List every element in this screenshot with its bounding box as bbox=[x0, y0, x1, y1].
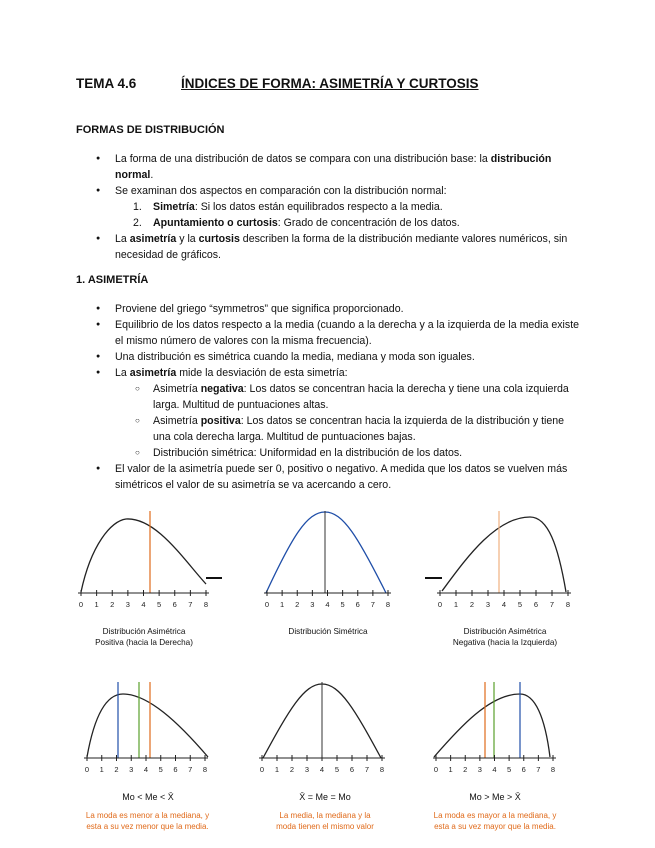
tick-label: 4 bbox=[501, 600, 507, 609]
caption-symmetric: Distribución Simétrica bbox=[288, 627, 368, 636]
formas-list bbox=[76, 151, 581, 263]
tick-label: 2 bbox=[295, 600, 300, 609]
distribution-curve bbox=[81, 519, 206, 592]
tick-label: 4 bbox=[319, 765, 325, 774]
asimetria-list bbox=[76, 301, 581, 493]
formula-symmetric: X̄ = Me = Mo bbox=[299, 792, 351, 802]
tick-label: 0 bbox=[84, 765, 90, 774]
tick-label: 6 bbox=[173, 765, 178, 774]
list-item: ● Proviene del griego “symmetros” que significa proporcionado. bbox=[76, 301, 581, 317]
tick-label: 5 bbox=[507, 765, 512, 774]
list-item: ○ Asimetría negativa: Los datos se concentran hacia la derecha y tiene una cola izquierda larga. Multitud de puntuaciones altas. bbox=[115, 381, 581, 413]
tick-label: 3 bbox=[304, 765, 310, 774]
tick-label: 1 bbox=[94, 600, 99, 609]
chart-positive-measures bbox=[83, 672, 213, 787]
tick-label: 8 bbox=[385, 600, 391, 609]
list-item: ● Se examinan dos aspectos en comparación con la distribución normal: 1. Simetría: Si los datos están equilibrados respecto a la media. 2. Apuntamiento o curtosis: Grado de concentración de los datos. bbox=[76, 183, 581, 231]
chart-negative-measures bbox=[430, 672, 560, 787]
tick-label: 7 bbox=[188, 765, 193, 774]
chart-symmetric-measures bbox=[259, 672, 391, 787]
tick-label: 4 bbox=[492, 765, 497, 774]
tick-label: 3 bbox=[310, 600, 315, 609]
tick-label: 7 bbox=[364, 765, 370, 774]
tick-label: 1 bbox=[448, 765, 453, 774]
tick-label: 4 bbox=[141, 600, 146, 609]
tick-label: 0 bbox=[437, 600, 443, 609]
tick-label: 6 bbox=[533, 600, 539, 609]
page-title: ÍNDICES DE FORMA: ASIMETRÍA Y CURTOSIS bbox=[181, 76, 479, 91]
tick-label: 2 bbox=[110, 600, 115, 609]
tick-label: 3 bbox=[125, 600, 130, 609]
list-item: ● La asimetría mide la desviación de esta simetría: ○ Asimetría negativa: Los datos se concentran hacia la derecha y tiene una cola izquierda larga. Multitud de puntuaciones altas. ○ Asimetría positiva: Los datos se concentran hacia la izquierda de la distribución y tiene una cola derecha larga. Multitud de puntuaciones bajas. ○ Distribución simétrica: Uniformidad en la distribución de los datos. bbox=[76, 365, 581, 461]
tick-label: 2 bbox=[469, 600, 475, 609]
list-item: 1. Simetría: Si los datos están equilibrados respecto a la media. bbox=[133, 201, 443, 213]
tick-label: 8 bbox=[379, 765, 385, 774]
tick-label: 1 bbox=[280, 600, 285, 609]
tick-label: 7 bbox=[536, 765, 541, 774]
distribution-curve bbox=[266, 512, 386, 593]
tick-label: 7 bbox=[370, 600, 375, 609]
list-item: ● Una distribución es simétrica cuando la media, mediana y moda son iguales. bbox=[76, 349, 581, 365]
asymmetry-types-list bbox=[115, 381, 581, 461]
tick-label: 1 bbox=[453, 600, 459, 609]
tick-label: 3 bbox=[485, 600, 491, 609]
tick-label: 6 bbox=[172, 600, 177, 609]
tick-label: 5 bbox=[517, 600, 523, 609]
distribution-curve bbox=[442, 517, 566, 592]
section-heading-formas: FORMAS DE DISTRIBUCIÓN bbox=[76, 124, 225, 136]
tick-label: 0 bbox=[78, 600, 84, 609]
list-item: ○ Distribución simétrica: Uniformidad en la distribución de los datos. bbox=[115, 445, 581, 461]
tick-label: 0 bbox=[259, 765, 265, 774]
tick-label: 2 bbox=[289, 765, 295, 774]
note-positive: La moda es menor a la mediana, y esta a su vez menor que la media. bbox=[85, 811, 210, 831]
tick-label: 5 bbox=[334, 765, 340, 774]
chart-negative-skew bbox=[430, 505, 575, 620]
tick-label: 0 bbox=[264, 600, 270, 609]
distribution-curve bbox=[434, 694, 550, 757]
tick-label: 7 bbox=[188, 600, 193, 609]
list-item: ● Equilibrio de los datos respecto a la media (cuando a la derecha y a la izquierda de la media existe el mismo número de valores con la misma frecuencia). bbox=[76, 317, 581, 349]
tick-label: 2 bbox=[114, 765, 119, 774]
list-item: ● La forma de una distribución de datos se compara con una distribución base: la distribución normal. bbox=[76, 151, 581, 183]
list-item: 2. Apuntamiento o curtosis: Grado de concentración de los datos. bbox=[133, 217, 460, 229]
tick-label: 6 bbox=[521, 765, 526, 774]
tick-label: 5 bbox=[340, 600, 345, 609]
page-header bbox=[76, 76, 479, 91]
caption-positive: Distribución Asimétrica Positiva (hacia la Derecha) bbox=[95, 627, 193, 647]
tick-label: 1 bbox=[99, 765, 104, 774]
aspects-list bbox=[115, 199, 581, 231]
tick-label: 1 bbox=[274, 765, 280, 774]
formula-negative: Mo > Me > X̄ bbox=[469, 792, 521, 802]
tick-label: 8 bbox=[550, 765, 556, 774]
distribution-curve bbox=[87, 694, 208, 757]
tick-label: 7 bbox=[549, 600, 555, 609]
tick-label: 4 bbox=[325, 600, 330, 609]
tick-label: 6 bbox=[355, 600, 360, 609]
note-negative: La moda es mayor a la mediana, y esta a su vez mayor que la media. bbox=[433, 811, 557, 831]
tick-label: 5 bbox=[157, 600, 162, 609]
list-item: ○ Asimetría positiva: Los datos se concentran hacia la izquierda de la distribución y tiene una cola derecha larga. Multitud de puntuaciones bajas. bbox=[115, 413, 581, 445]
tick-label: 6 bbox=[349, 765, 355, 774]
caption-negative: Distribución Asimétrica Negativa (hacia la Izquierda) bbox=[452, 627, 558, 647]
tema-label: TEMA 4.6 bbox=[76, 76, 137, 91]
tick-label: 3 bbox=[477, 765, 482, 774]
tick-label: 2 bbox=[463, 765, 468, 774]
note-symmetric: La media, la mediana y la moda tienen el mismo valor bbox=[276, 811, 374, 831]
section-heading-asimetria: 1. ASIMETRÍA bbox=[76, 274, 149, 286]
tick-label: 3 bbox=[129, 765, 134, 774]
list-item: ● La asimetría y la curtosis describen la forma de la distribución mediante valores numéricos, sin necesidad de gráficos. bbox=[76, 231, 581, 263]
tick-label: 8 bbox=[565, 600, 571, 609]
tick-label: 5 bbox=[158, 765, 163, 774]
formula-positive: Mo < Me < X̄ bbox=[122, 792, 174, 802]
tick-label: 0 bbox=[433, 765, 439, 774]
tick-label: 4 bbox=[143, 765, 149, 774]
tick-label: 8 bbox=[203, 600, 209, 609]
chart-symmetric bbox=[262, 505, 394, 620]
list-item: ● El valor de la asimetría puede ser 0, positivo o negativo. A medida que los datos se vuelven más simétricos el valor de su asimetría se va acercando a cero. bbox=[76, 461, 581, 493]
tick-label: 8 bbox=[202, 765, 208, 774]
chart-positive-skew bbox=[76, 505, 221, 620]
